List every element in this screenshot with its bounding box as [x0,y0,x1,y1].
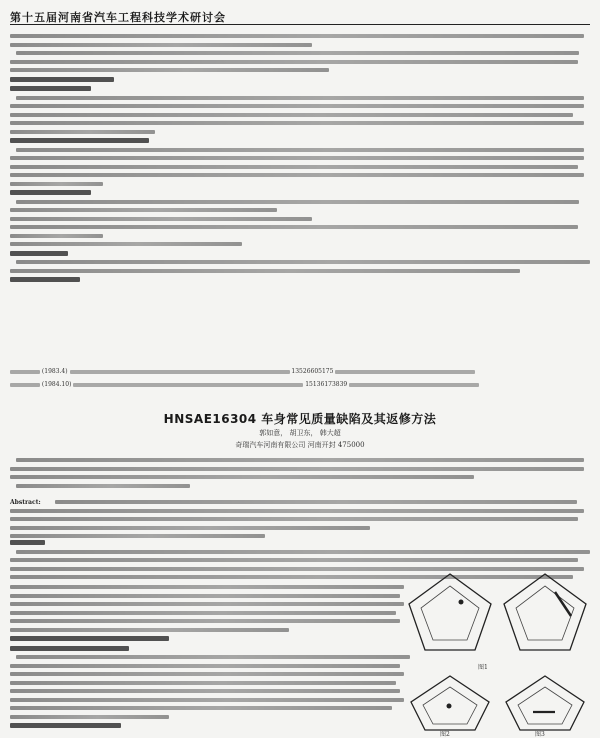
fig1-pentagon-left-inner [421,586,479,640]
fig1-defect-dot [459,600,464,605]
fig2-pentagon-left [411,676,489,730]
bio-2-phone: 15136173839 [305,381,348,388]
body-text-top [10,34,590,287]
fig1-pentagon-right [504,574,586,650]
fig1-pentagon-right-inner [516,586,574,640]
abstract-zh [10,458,590,492]
affiliation-line: 奇瑞汽车河南有限公司 河南开封 475000 [235,441,365,449]
author-bio-2: (1984.10) 15136173839 [10,381,590,388]
running-header: 第十五届河南省汽车工程科技学术研讨会 [10,11,226,24]
figure-2-pentagons [405,672,595,732]
bio-1-phone: 13526605175 [291,368,334,375]
fig2-defect-dot [447,704,452,709]
fig1-pentagon-left [409,574,491,650]
figure-1-caption: 图1 [478,664,488,671]
figure-2-caption: 图2 [440,731,450,738]
fig2-pentagon-right-inner [518,687,572,724]
header-divider [10,24,590,25]
author-line: 郭如意， 胡卫东， 韩大超 [259,429,341,437]
bio-2-year: 1984.10 [44,381,70,388]
figure-3-caption: 图3 [535,731,545,738]
abstract-en [10,500,590,543]
figure-1-pentagons [405,568,595,658]
body-text-left-column [10,585,408,733]
author-bio-1: (1983.4) 13526605175 [10,368,590,375]
abstract-en-label: Abstract: [10,499,41,506]
bio-1-year: 1983.4 [44,368,66,375]
article-title: HNSAE16304 车身常见质量缺陷及其返修方法 [163,412,437,426]
fig2-pentagon-right [506,676,584,730]
